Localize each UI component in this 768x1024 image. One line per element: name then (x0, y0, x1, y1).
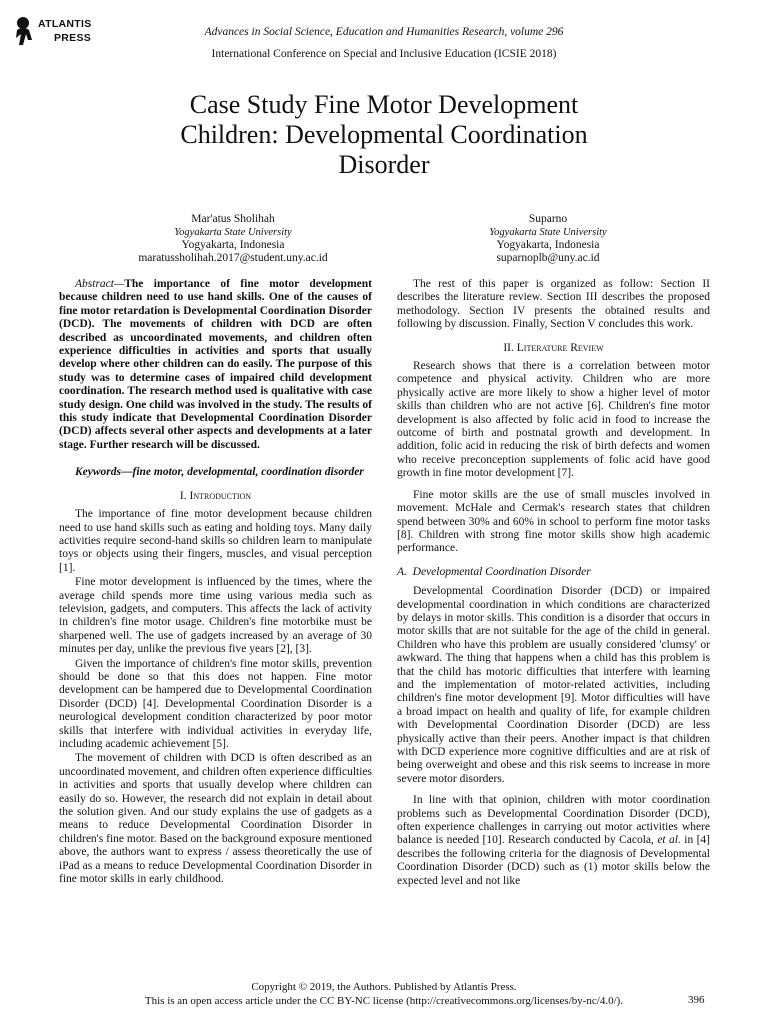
paragraph: Research shows that there is a correlation between motor competence and physical activity. Children who are more physically active are more likely to show a higher level of motor skills than children who are not active [6]. Children's fine motor development is also affected by folic acid in food to increase the outcome of birth and postnatal growth and development. In addition, folic acid in reducing the risk of birth defects and women who receive preconception supplements of folic acid have good growth in fine motor development [7]. (397, 360, 710, 480)
license-line: This is an open access article under the CC BY-NC license (http://creativecommons.org/licenses/by-nc/4.0/). (144, 995, 624, 1007)
author-location: Yogyakarta, Indonesia (181, 239, 285, 251)
subsection-heading-dcd (397, 566, 710, 579)
paragraph-text: in [4] describes the following criteria for the diagnosis of Developmental Coordination Disorder (DCD) such as (1) motor skills below the expected level and not like (397, 834, 711, 887)
author-email: suparnoplb@uny.ac.id (496, 252, 600, 264)
section-number: II. (503, 341, 514, 354)
paragraph: The movement of children with DCD is often described as an uncoordinated movement, and children often experience difficulties in activities and sports that usually develop where children can easily do so. However, the research did not explain in detail about the solution given. And our study explains the use of gadgets as a means to reduce Developmental Coordination Disorder in children's fine motor. Based on the background exposure mentioned above, the authors want to express / assess theoretically the use of iPad as a means to reduce Developmental Coordination Disorder in fine motor skills in early childhood. (59, 752, 372, 886)
author-affiliation: Yogyakarta State University (489, 227, 607, 238)
copyright-line: Copyright © 2019, the Authors. Published by Atlantis Press. (251, 981, 517, 993)
section-heading-introduction (59, 490, 372, 503)
paper-title (0, 90, 768, 180)
subsection-number: A. (397, 565, 407, 578)
conference-header: International Conference on Special and Inclusive Education (ICSIE 2018) (211, 48, 557, 60)
right-column (397, 278, 710, 888)
keywords: Keywords—fine motor, developmental, coordination disorder (75, 466, 364, 479)
paragraph-text: In line with that opinion, children with motor coordination problems such as Developmental Coordination Disorder (DCD), often experience challenges in carrying out motor activities where balance is needed [10]. Research conducted by Cacola, (397, 794, 710, 847)
logo-line1: ATLANTIS (38, 18, 92, 30)
paragraph: Fine motor development is influenced by the times, where the average child spends more time using various media such as television, gadgets, and computers. This affects the lack of activity in children's fine motor usage. Children's fine motorbike must be sharpened well. The use of gadgets increased by an average of 30 minutes per day, unlike the previous five years [2], [3]. (59, 576, 372, 656)
copyright-footer (0, 980, 768, 1008)
author-name: Suparno (528, 213, 568, 225)
paper-title-text: Case Study Fine Motor Development Children: Developmental Coordination Disorder (180, 90, 588, 179)
section-heading-literature-review (397, 342, 710, 355)
abstract-text: The importance of fine motor development because children need to use hand skills. One of the causes of fine motor retardation is Developmental Coordination Disorder (DCD). The movements of children with DCD are often described as uncoordinated movements, and children often experience difficulties in activities and sports that usually develop where other children can do easily. The purpose of this study was to determine cases of impaired child development coordination. The research method used is qualitative with case study design. One child was involved in the study. The results of this study indicate that Developmental Coordination Disorder (DCD) affects several other aspects and developments at a later stage. Further research will be discussed. (59, 278, 372, 451)
section-title: Literature Review (516, 341, 604, 354)
author-affiliation: Yogyakarta State University (174, 227, 292, 238)
paragraph: Given the importance of children's fine motor skills, prevention should be done so that this does not happen. Fine motor development can be hampered due to Developmental Coordination Disorder (DCD) [4]. Developmental Coordination Disorder is a neurological development condition characterized by poor motor skills that interfere with individual activities in everyday life, including academic achievement [5]. (59, 657, 372, 750)
journal-header: Advances in Social Science, Education and Humanities Research, volume 296 (204, 26, 564, 38)
paragraph: Fine motor skills are the use of small muscles involved in movement. McHale and Cermak's research states that children spend between 30% and 60% in school to perform fine motor tasks [8]. Children with strong fine motor skills show high academic performance. (397, 488, 710, 555)
paragraph: The importance of fine motor development because children need to use hand skills such as eating and holding toys. Many daily activities require second-hand skills so children learn to manipulate toys or objects using their fingers, muscles, and visual perception [1]. (59, 508, 372, 574)
paragraph (397, 794, 710, 888)
logo-line2: PRESS (54, 32, 92, 44)
paragraph: Developmental Coordination Disorder (DCD) or impaired developmental coordination in which conditions are characterized by delays in motor skills. This condition is a disorder that occurs in motor skills that are not suitable for the age of the child in general. Children who have this problem are usually considered 'clumsy' or awkward. The thing that happens when a child has this problem is that the child has motoric difficulties that interfere with learning and the implementation of motor-related activities, including children's fine motor development [9]. Motor difficulties will have a broad impact on health and quality of life, for example children with Developmental Coordination Disorder (DCD) are less physically active than their peers. Another impact is that children with DCD experience more cognitive difficulties and are at risk of being overweight and obese and this risk seems to increase in more severe motor disorders. (397, 585, 710, 785)
section-number: I. (179, 489, 187, 502)
et-al: et al. (657, 834, 681, 847)
author-location: Yogyakarta, Indonesia (496, 239, 600, 251)
page-number: 396 (688, 994, 705, 1006)
author-name: Mar'atus Sholihah (191, 213, 275, 225)
paragraph: The rest of this paper is organized as follow: Section II describes the literature review. Section III describes the proposed methodology. Section IV presents the obtained results and following by discussion. Finally, Section V concludes this work. (397, 278, 710, 331)
abstract-lead: Abstract— (75, 278, 125, 290)
author-block-2 (408, 213, 688, 265)
author-email: maratussholihah.2017@student.uny.ac.id (138, 252, 328, 264)
left-column (59, 278, 372, 886)
abstract (59, 278, 372, 452)
subsection-title: Developmental Coordination Disorder (412, 565, 591, 578)
author-block-1 (93, 213, 373, 265)
section-title: Introduction (189, 489, 252, 502)
